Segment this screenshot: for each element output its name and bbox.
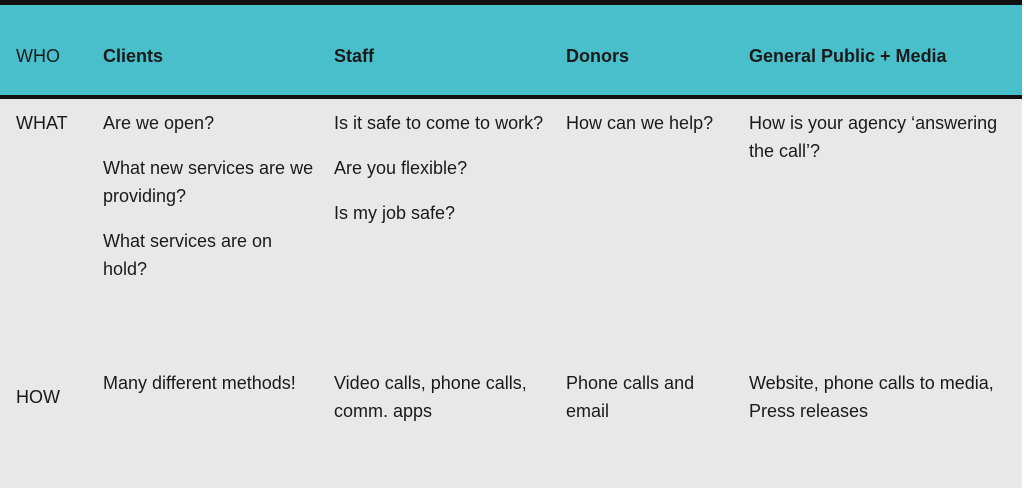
what-clients-item: What services are on hold?: [103, 231, 273, 279]
what-staff-item: Are you flexible?: [334, 158, 468, 178]
header-general-public: General Public + Media: [749, 46, 947, 66]
what-staff-item: Is my job safe?: [334, 203, 456, 223]
header-staff: Staff: [334, 46, 374, 66]
what-donors-item: How can we help?: [566, 113, 714, 133]
what-clients-item: What new services are we providing?: [103, 158, 314, 206]
what-staff-cell: [334, 109, 544, 227]
how-clients-cell: Many different methods!: [103, 373, 296, 393]
what-staff-item: Is it safe to come to work?: [334, 113, 544, 133]
what-public-item: How is your agency ‘answering the call’?: [749, 113, 998, 161]
header-donors: Donors: [566, 46, 629, 66]
how-staff-cell: Video calls, phone calls, comm. apps: [334, 373, 527, 421]
row-label-how: HOW: [16, 387, 60, 407]
what-public-cell: [749, 109, 1009, 165]
header-who: WHO: [16, 46, 60, 66]
how-donors-cell: Phone calls and email: [566, 373, 695, 421]
how-public-cell: Website, phone calls to media, Press releases: [749, 373, 994, 421]
what-clients-cell: [103, 109, 318, 283]
what-clients-item: Are we open?: [103, 113, 215, 133]
row-label-what: WHAT: [16, 113, 68, 133]
what-donors-cell: [566, 109, 726, 137]
header-clients: Clients: [103, 46, 164, 66]
